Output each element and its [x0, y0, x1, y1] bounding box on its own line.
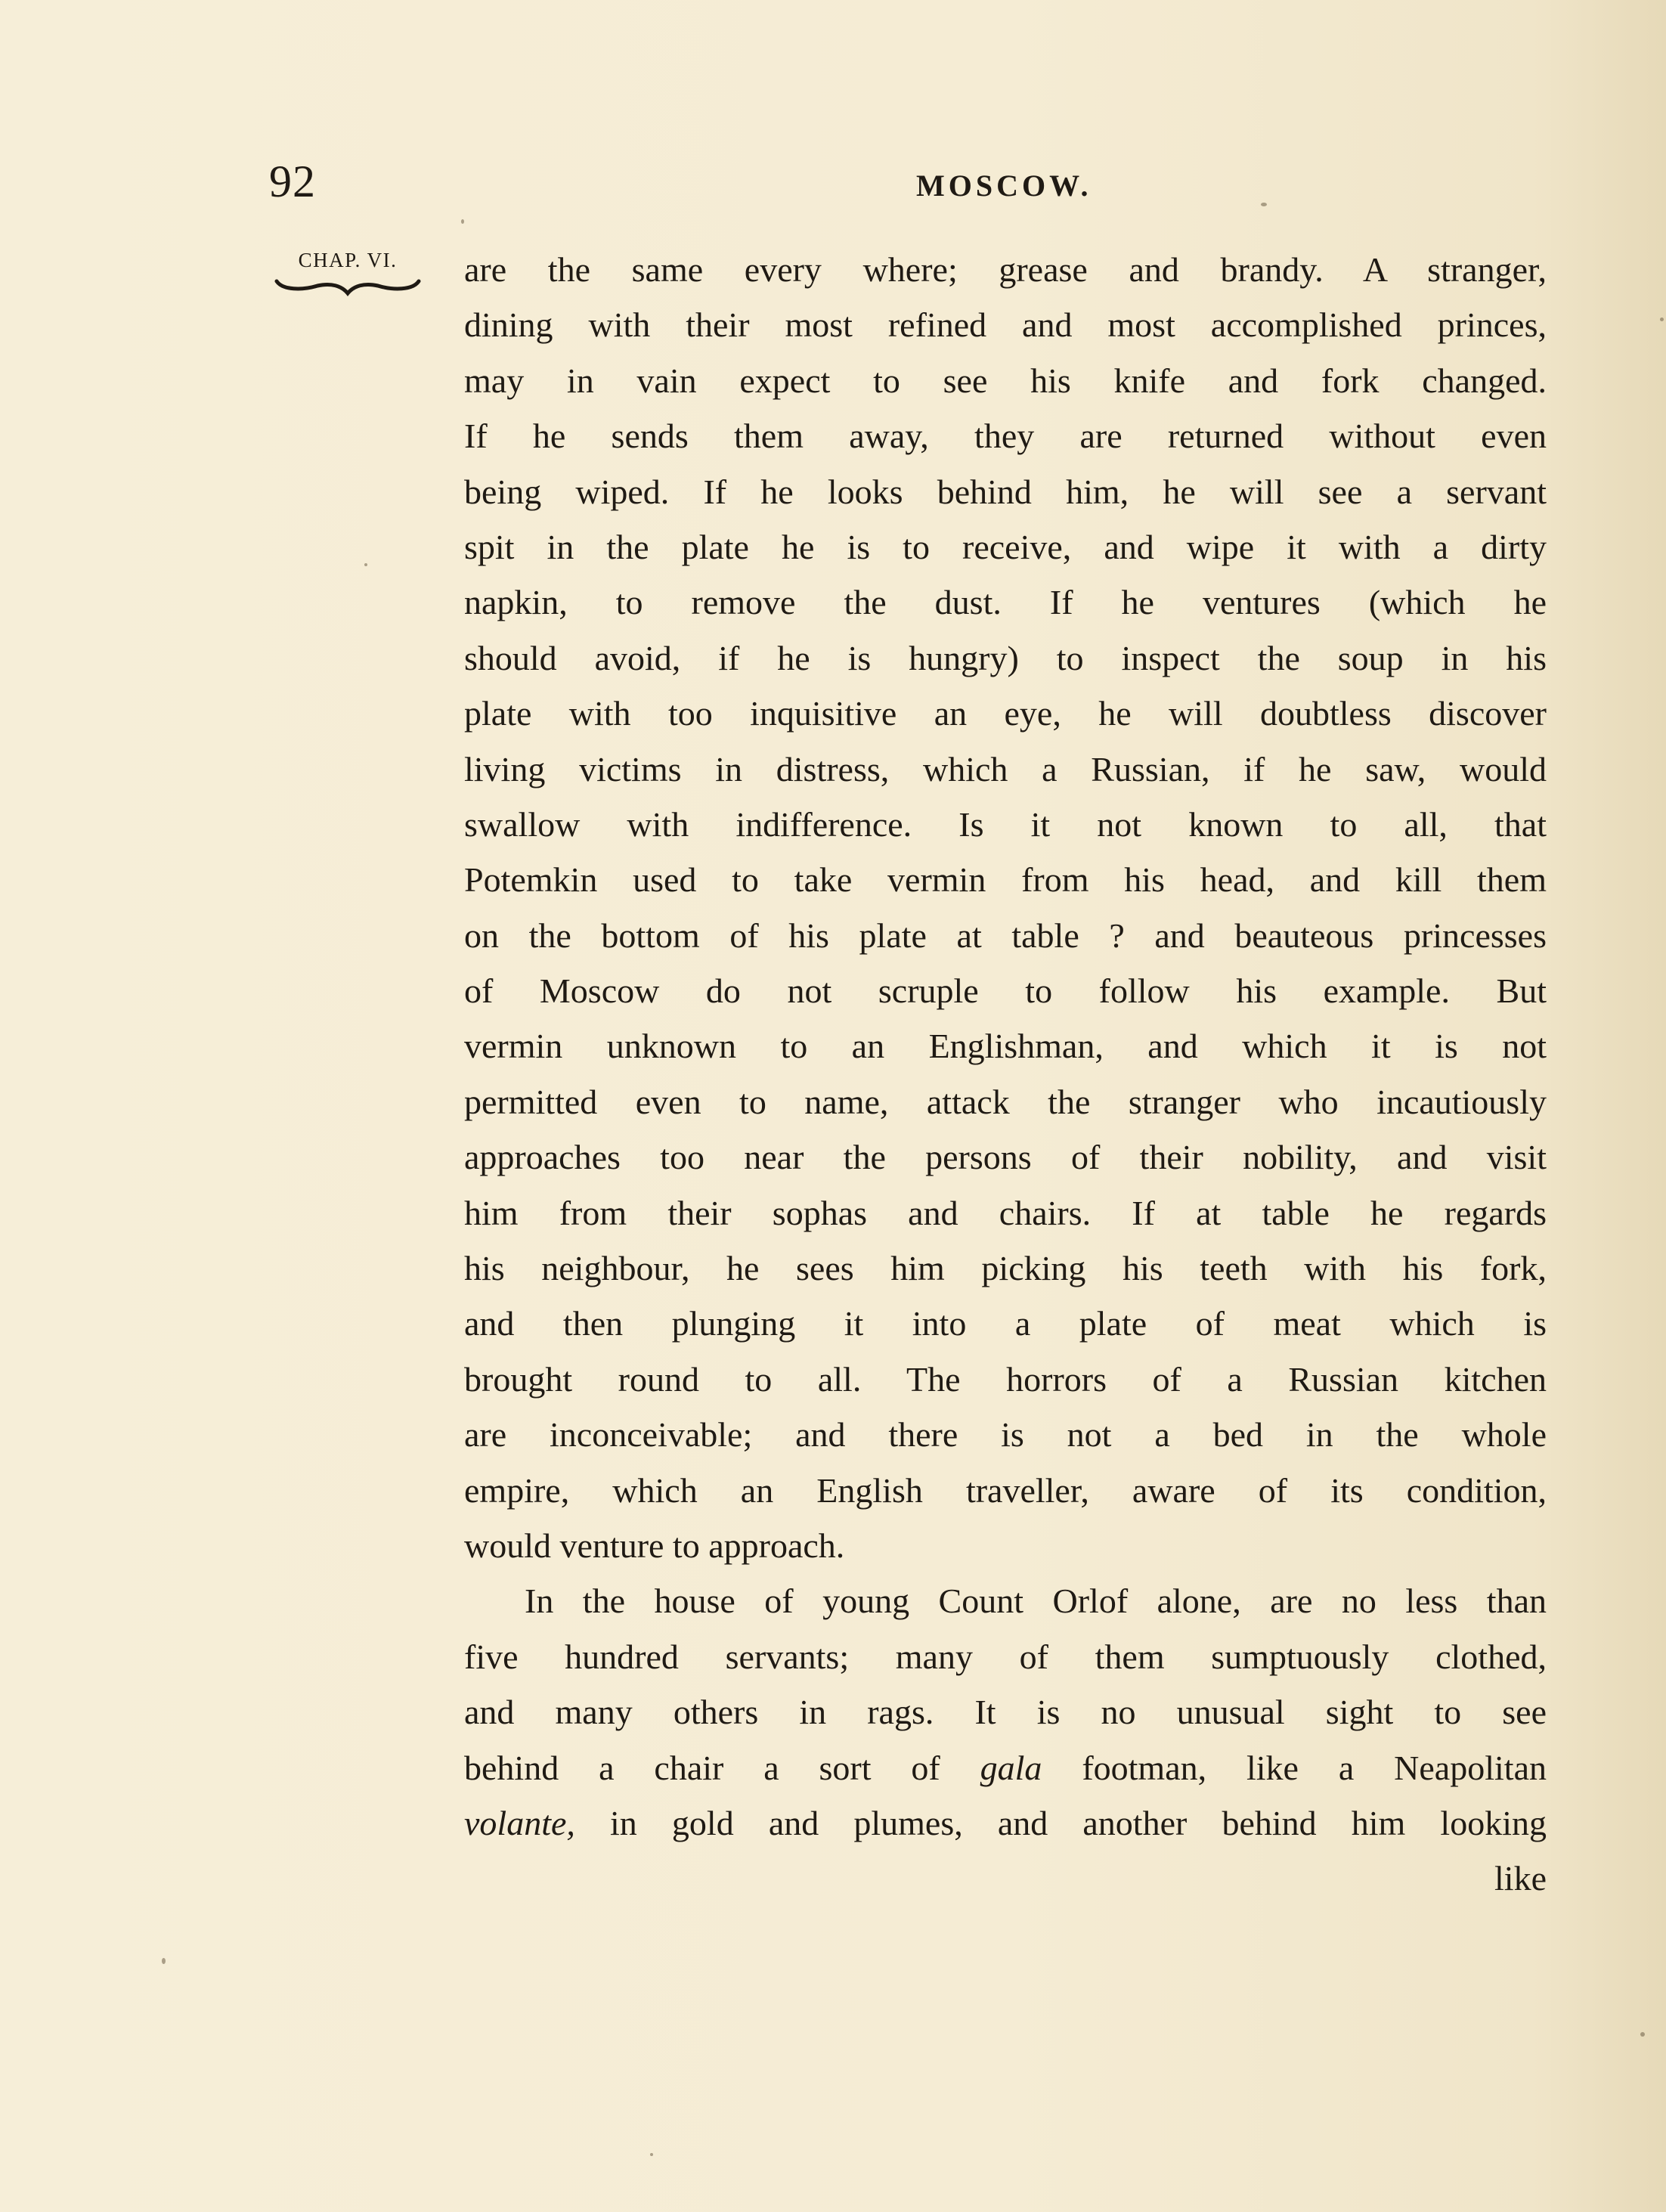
- paper-speck: [162, 1958, 166, 1964]
- text-line: [464, 1074, 1547, 1129]
- text-run: may in vain expect to see his knife and fork changed.: [464, 361, 1547, 400]
- text-run: Potemkin used to take vermin from his head, and kill them: [464, 860, 1547, 900]
- text-run: should avoid, if he is hungry) to inspect the soup in his: [464, 638, 1547, 677]
- paper-speck: [650, 2153, 653, 2156]
- text-run: dining with their most refined and most accomplished princes,: [464, 305, 1547, 345]
- text-line: [464, 1684, 1547, 1740]
- text-line: [464, 408, 1547, 463]
- text-line: [464, 1185, 1547, 1241]
- text-line: [464, 575, 1547, 630]
- catchword: [464, 1851, 1547, 1906]
- text-run: spit in the plate he is to receive, and wipe it with a dirty: [464, 527, 1547, 566]
- text-run: are inconceivable; and there is not a bed in the whole: [464, 1415, 1547, 1455]
- chapter-margin-note: [272, 246, 423, 299]
- chapter-label: CHAP. VI.: [298, 249, 398, 271]
- text-line: [464, 630, 1547, 686]
- text-run: and then plunging it into a plate of meat which is: [464, 1304, 1547, 1343]
- text-line: [464, 242, 1547, 297]
- text-line: [464, 1241, 1547, 1296]
- italic-text: gala: [980, 1748, 1042, 1787]
- text-run: him from their sophas and chairs. If at table he regards: [464, 1193, 1547, 1232]
- text-run: vermin unknown to an Englishman, and which it is not: [464, 1027, 1547, 1066]
- text-run: napkin, to remove the dust. If he ventures (which he: [464, 583, 1547, 622]
- text-line: [464, 464, 1547, 519]
- text-run: plate with too inquisitive an eye, he will doubtless discover: [464, 694, 1547, 733]
- text-line: [464, 353, 1547, 408]
- text-run: footman, like a Neapolitan: [1042, 1748, 1547, 1787]
- text-line: [464, 1296, 1547, 1351]
- text-run: and many others in rags. It is no unusual sight to see: [464, 1693, 1547, 1732]
- text-line: [464, 852, 1547, 907]
- text-run: living victims in distress, which a Russian, if he saw, would: [464, 749, 1547, 788]
- text-line: [464, 908, 1547, 963]
- paper-speck: [364, 563, 367, 566]
- body-text: [464, 242, 1547, 1907]
- text-line: [464, 1518, 1547, 1573]
- text-run: behind a chair a sort of: [464, 1748, 980, 1787]
- text-run: on the bottom of his plate at table ? and beauteous princesses: [464, 915, 1547, 955]
- text-line: [464, 686, 1547, 741]
- text-line: [464, 1407, 1547, 1462]
- text-line: [464, 1740, 1547, 1795]
- text-line: [464, 519, 1547, 575]
- text-run: In the house of young Count Orlof alone, are no less than: [525, 1582, 1547, 1621]
- text-line: [464, 1129, 1547, 1185]
- text-run: If he sends them away, they are returned without even: [464, 417, 1547, 456]
- text-line: [464, 742, 1547, 797]
- text-run: of Moscow do not scruple to follow his example. But: [464, 971, 1547, 1011]
- text-run: like: [1494, 1859, 1547, 1898]
- text-line: [464, 1629, 1547, 1684]
- text-run: brought round to all. The horrors of a Russian kitchen: [464, 1359, 1547, 1399]
- text-line: [464, 797, 1547, 852]
- brace-ornament-icon: [272, 277, 423, 299]
- text-line: [464, 963, 1547, 1018]
- paper-speck: [1640, 2032, 1645, 2037]
- italic-text: volante,: [464, 1803, 575, 1842]
- text-run: in gold and plumes, and another behind him looking: [574, 1803, 1547, 1842]
- text-line: [464, 1018, 1547, 1073]
- text-run: his neighbour, he sees him picking his teeth with his fork,: [464, 1249, 1547, 1288]
- text-run: permitted even to name, attack the stranger who incautiously: [464, 1082, 1547, 1121]
- text-line: [464, 1795, 1547, 1851]
- text-run: approaches too near the persons of their nobility, and visit: [464, 1138, 1547, 1177]
- text-run: being wiped. If he looks behind him, he will see a servant: [464, 472, 1547, 511]
- page-number: 92: [269, 156, 316, 206]
- text-run: would venture to approach.: [464, 1526, 845, 1565]
- text-line: [464, 297, 1547, 352]
- text-run: are the same every where; grease and brandy. A stranger,: [464, 250, 1547, 289]
- paper-speck: [1261, 203, 1267, 206]
- text-line: [464, 1352, 1547, 1407]
- text-line: [464, 1573, 1547, 1628]
- text-run: swallow with indifference. Is it not known to all, that: [464, 804, 1547, 844]
- text-line: [464, 1463, 1547, 1518]
- running-head: [0, 151, 1666, 212]
- text-run: empire, which an English traveller, aware of its condition,: [464, 1470, 1547, 1510]
- paper-speck: [1660, 318, 1664, 321]
- running-title: MOSCOW.: [916, 169, 1092, 203]
- text-run: five hundred servants; many of them sumptuously clothed,: [464, 1637, 1547, 1676]
- paper-speck: [461, 219, 464, 224]
